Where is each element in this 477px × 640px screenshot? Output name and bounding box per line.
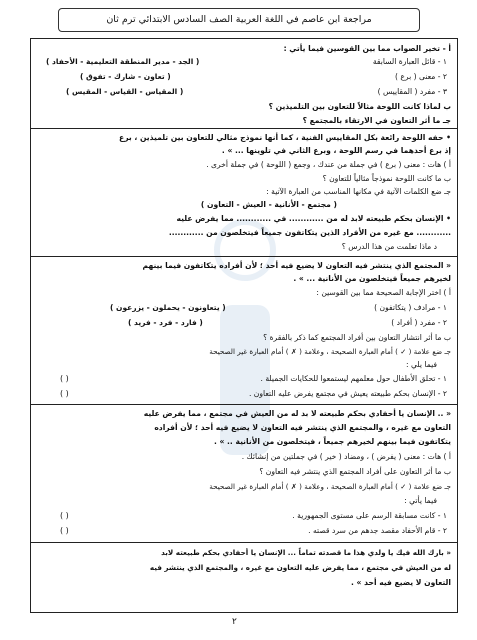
question-b: ب لماذا كانت اللوحة مثالاً للتعاون بين التلميذين ؟ — [268, 102, 451, 111]
passage-4-line-1: « .. الإنسان يا أحفادي بحكم طبيعته لا بد له من العيش في مجتمع ، مما يفرض عليه — [143, 409, 451, 418]
passage-4-q-b: ب ما أثر التعاون على أفراد المجتمع الذي ينتشر فيه التعاون ؟ — [259, 467, 451, 476]
fill-blank-line-2: ............ مع غيره من الأفراد الذين يتكاتفون جميعاً فيتخلصون من ............ — [168, 228, 451, 237]
passage-5-line-3: التعاون لا يضيع فيه أحد » . — [351, 578, 451, 587]
passage-4-q-c: جـ ضع علامة ( ✓ ) أمام العبارة الصحيحة ، وعلامة ( ✗ ) أمام العبارة غير الصحيحة — [209, 482, 451, 491]
passage-2-q-c: جـ ضع الكلمات الآتية في مكانها المناسب من العبارة الآتية : — [266, 187, 451, 196]
item-3-options: ( المقياس - القياس - المقيس ) — [66, 87, 184, 96]
section-2-divider — [30, 128, 458, 129]
answer-paren-4[interactable]: ( ) — [60, 526, 69, 535]
passage-5-line-2: له من العيش في مجتمع ، مما يفرض عليه التعاون مع غيره ، والمجتمع الذي ينتشر فيه — [149, 563, 451, 572]
question-c: جـ ما أثر التعاون في الارتقاء بالمجتمع ؟ — [302, 116, 451, 125]
page-number: ٢ — [232, 617, 237, 627]
passage-2-line-2: إذ برع أحدهما في رسم اللوحة ، وبرع الثاني في تلوينها ... » . — [221, 146, 451, 155]
passage-3-statement-1: ١ - تحلق الأطفال حول معلمهم ليستمعوا للحكايات الجميلة . — [260, 374, 447, 383]
passage-2-line-1: • حفه اللوحة رائعة بكل المقاييس الفنية ، كما أنها نموذج مثالي للتعاون بين تلميذين ، برع — [119, 133, 451, 142]
passage-4-q-c-cont: فيما يأتي : — [404, 496, 437, 505]
passage-3-item-1: ١ - مرادف ( يتكاتفون ) — [374, 303, 447, 312]
section-5-divider — [30, 542, 458, 543]
word-bank: ( مجتمع - الأنانية - العيش - التعاون ) — [200, 200, 337, 209]
answer-paren-2[interactable]: ( ) — [60, 389, 69, 398]
section-4-divider — [30, 404, 458, 405]
section-3-divider — [30, 256, 458, 257]
item-1-options: ( الجد - مدير المنطقة التعليمية - الأحفاد ) — [46, 57, 200, 66]
passage-4-statement-1: ١ - كانت مسابقة الرسم على مستوى الجمهورية . — [292, 511, 447, 520]
passage-3-statement-2: ٢ - الإنسان بحكم طبيعته يعيش في مجتمع يفرض عليه التعاون . — [248, 389, 447, 398]
passage-3-item-2-options: ( فارد - فرد - فريد ) — [128, 318, 203, 327]
passage-3-item-1-options: ( يتعاونون - يحملون - يزرعون ) — [110, 303, 226, 312]
passage-4-q-a: أ ) هات : معنى ( يفرض ) ، ومضاد ( خير ) في جملتين من إنشائك . — [241, 452, 451, 461]
passage-2-q-d: د ماذا تعلمت من هذا الدرس ؟ — [341, 242, 437, 251]
passage-4-line-2: التعاون مع غيره ، والمجتمع الذي ينتشر فيه التعاون لا يضيع فيه أحد ؛ لأن أفراده — [154, 423, 451, 432]
item-3-label: ٣ - مفرد ( المقاييس ) — [377, 87, 447, 96]
answer-paren-3[interactable]: ( ) — [60, 511, 69, 520]
passage-3-q-a: أ ) اختر الإجابة الصحيحة مما بين القوسين : — [316, 288, 451, 297]
item-1-label: ١ - قائل العبارة السابقة — [372, 57, 447, 66]
question-a: أ - تخير الصواب مما بين القوسين فيما يأتي : — [283, 44, 451, 53]
answer-paren-1[interactable]: ( ) — [60, 374, 69, 383]
passage-3-line-2: لخيرهم جميعاً فيتخلصون من الأنانية ... » . — [293, 274, 451, 283]
fill-blank-line-1: • الإنسان بحكم طبيعته لابد له من ............ في ............ مما يفرض عليه — [176, 214, 451, 223]
passage-3-q-c-cont: فيما يلي : — [406, 360, 437, 369]
page-header: مراجعة ابن عاصم في اللغة العربية الصف السادس الابتدائي ترم ثان — [58, 8, 420, 32]
passage-3-line-1: « المجتمع الذي ينتشر فيه التعاون لا يضيع فيه أحد ؛ لأن أفراده يتكاتفون فيما بينهم — [142, 261, 451, 270]
passage-5-line-1: « بارك الله فيك يا ولدي هذا ما قصدته تماماً ... الإنسان يا أحفادي بحكم طبيعته لابد — [161, 548, 451, 557]
passage-4-line-3: يتكاتفون فيما بينهم لخيرهم جميعاً ، فيتخلصون من الأنانية .. » . — [213, 437, 451, 446]
passage-3-q-c: جـ ضع علامة ( ✓ ) أمام العبارة الصحيحة ، وعلامة ( ✗ ) أمام العبارة غير الصحيحة — [209, 347, 451, 356]
item-2-label: ٢ - معنى ( برع ) — [394, 72, 447, 81]
passage-2-q-a: أ ) هات : معنى ( برع ) في جملة من عندك ، وجمع ( اللوحة ) في جملة أخرى . — [206, 160, 451, 169]
passage-3-q-b: ب ما أثر انتشار التعاون بين أفراد المجتمع كما ذكر بالفقرة ؟ — [263, 333, 451, 342]
item-2-options: ( تعاون - شارك - تفوق ) — [80, 72, 171, 81]
passage-2-q-b: ب ما كانت اللوحة نموذجاً مثالياً للتعاون ؟ — [322, 174, 451, 183]
passage-3-item-2: ٢ - مفرد ( أفراد ) — [391, 318, 447, 327]
passage-4-statement-2: ٢ - قام الأحفاد مقصد جدهم من سرد قصته . — [308, 526, 447, 535]
